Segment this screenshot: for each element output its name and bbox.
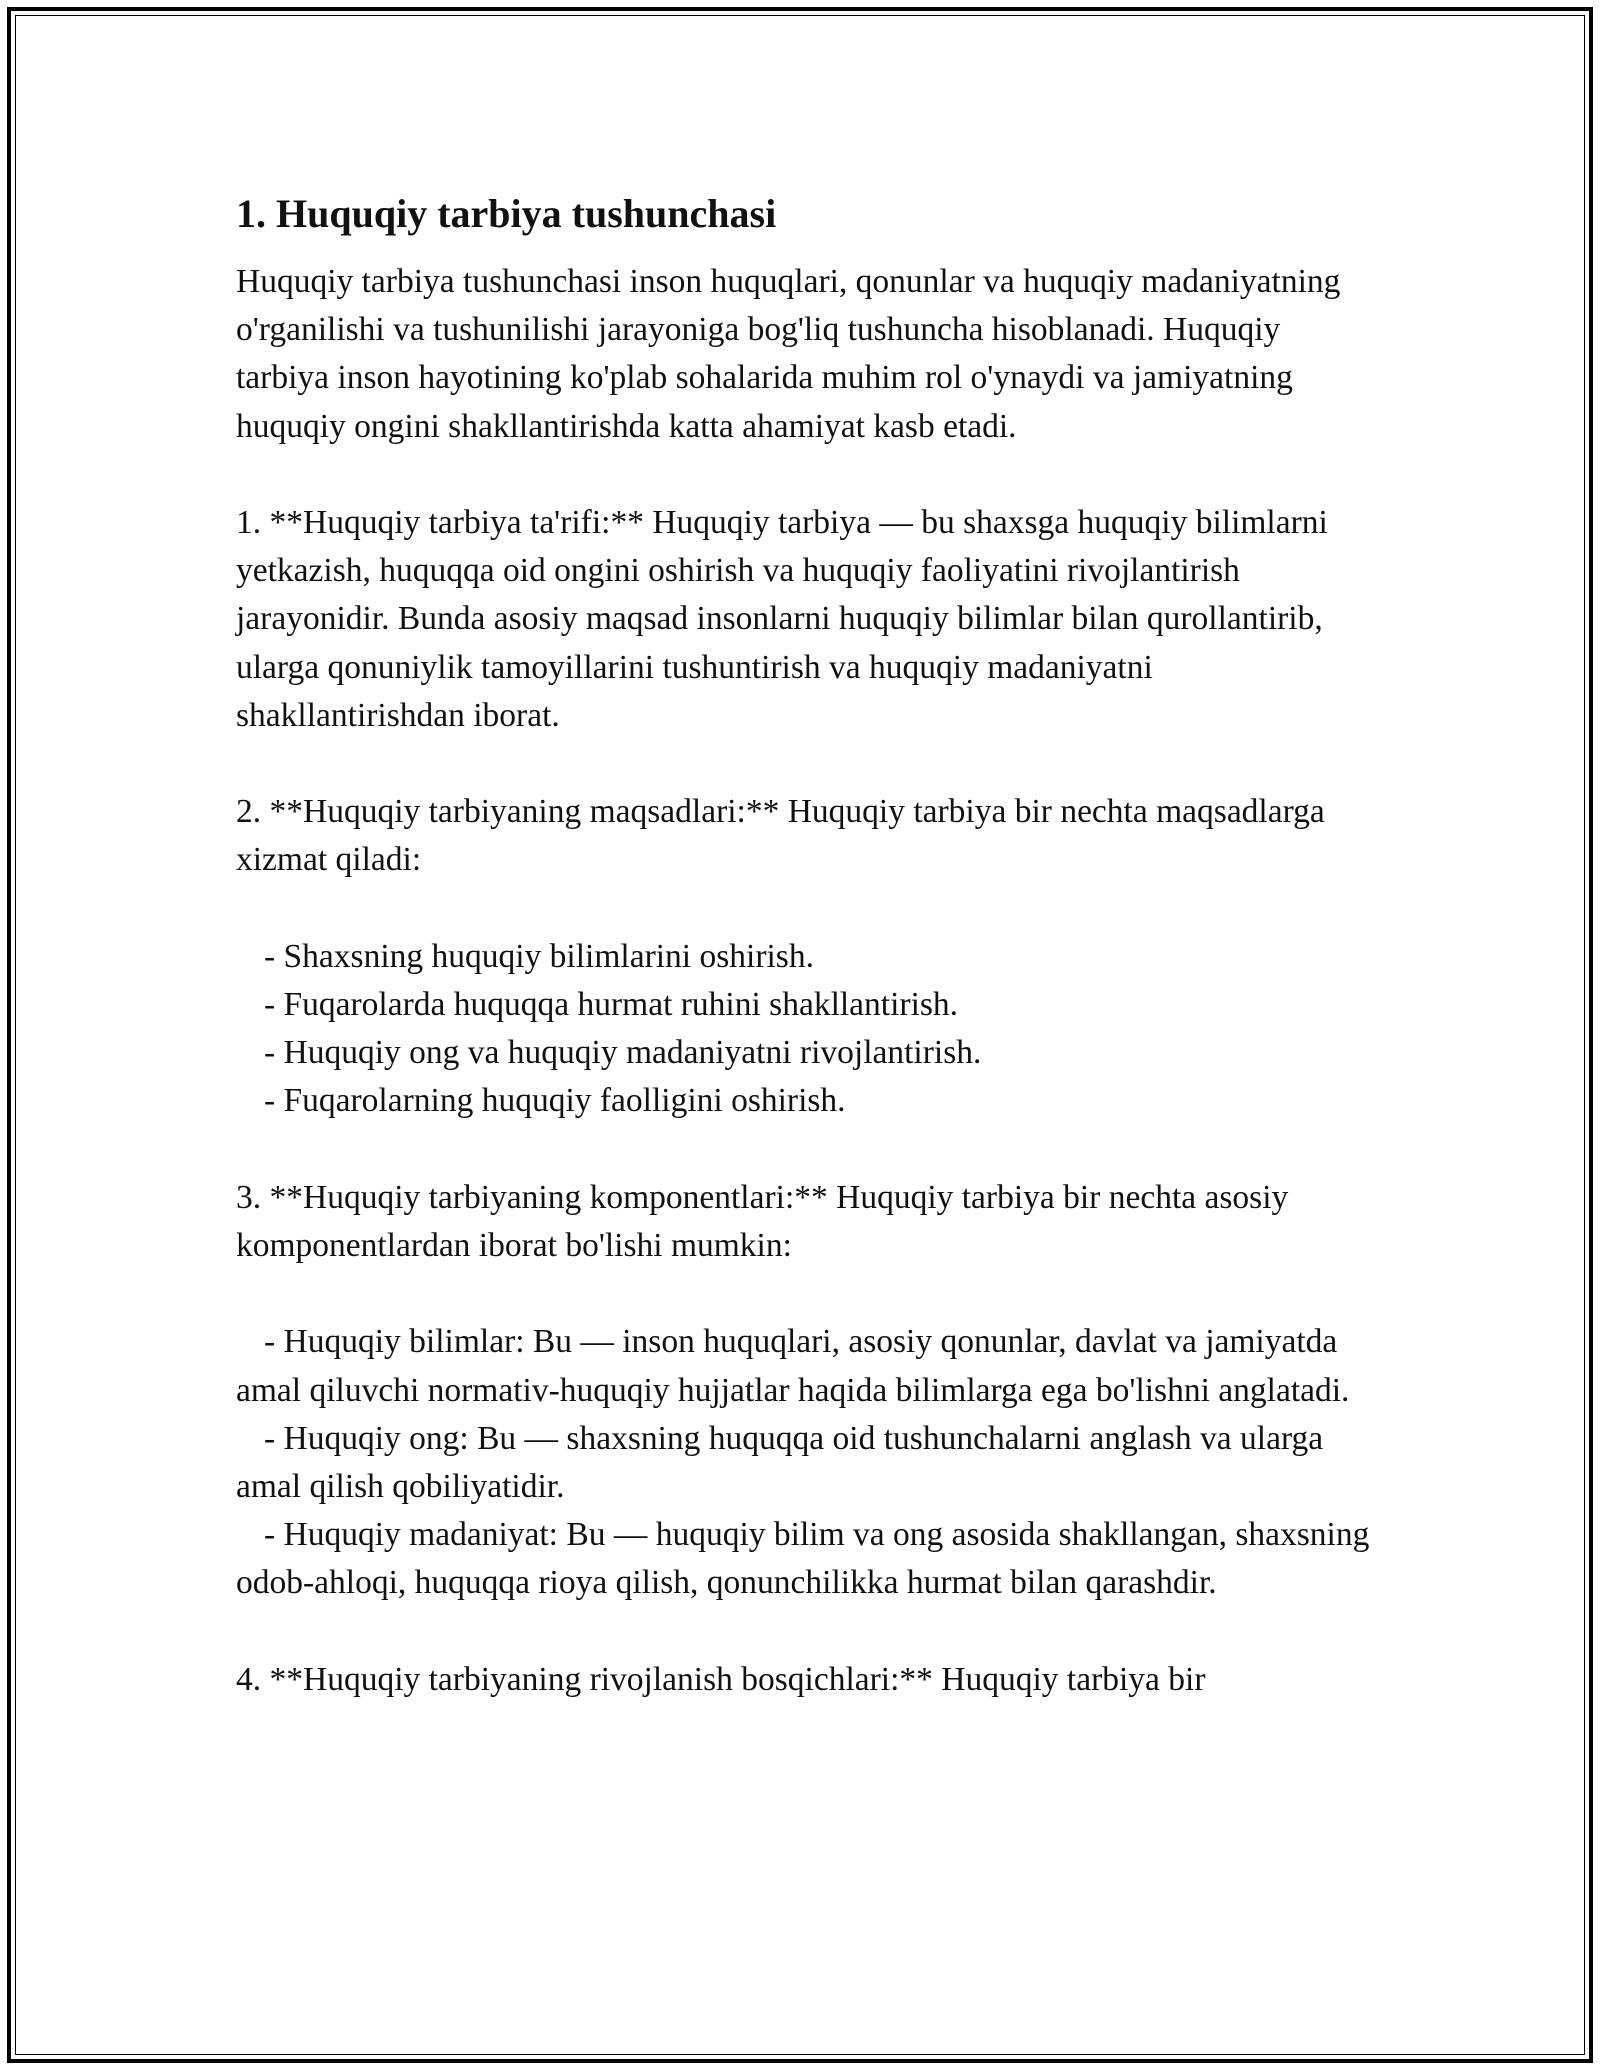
component-item: - Huquqiy madaniyat: Bu — huquqiy bilim va ong asosida shakllangan, shaxsning odob-ahloqi, huquqqa rioya qilish, qonunchilikka hurmat bilan qarashdir.	[236, 1516, 1370, 1602]
component-item: - Huquqiy bilimlar: Bu — inson huquqlari, asosiy qonunlar, davlat va jamiyatda amal qiluvchi normativ-huquqiy hujjatlar haqida bilimlarga ega bo'lishni anglatadi.	[236, 1323, 1350, 1409]
stages-paragraph: 4. **Huquqiy tarbiyaning rivojlanish bosqichlari:** Huquqiy tarbiya bir	[236, 1660, 1206, 1698]
document-body	[236, 188, 1376, 1704]
goal-item: - Fuqarolarda huquqqa hurmat ruhini shakllantirish.	[264, 986, 959, 1023]
goal-item: - Shaxsning huquqiy bilimlarini oshirish.	[264, 937, 814, 975]
goals-paragraph: 2. **Huquqiy tarbiyaning maqsadlari:** Huquqiy tarbiya bir nechta maqsadlarga xizmat qiladi:	[236, 793, 1325, 879]
definition-paragraph: 1. **Huquqiy tarbiya ta'rifi:** Huquqiy tarbiya — bu shaxsga huquqiy bilimlarni yetkazish, huquqqa oid ongini oshirish va huquqiy faoliyatini rivojlantirish jarayonidir. Bunda asosiy maqsad insonlarni huquqiy bilimlar bilan qurollantirib, ularga qonuniylik tamoyillarini tushuntirish va huquqiy madaniyatni shakllantirishdan iborat.	[236, 504, 1328, 734]
paragraph-spacer	[236, 1270, 1376, 1318]
paragraph-spacer	[236, 451, 1376, 499]
paragraph-spacer	[236, 1608, 1376, 1656]
goal-item: - Huquqiy ong va huquqiy madaniyatni rivojlantirish.	[264, 1034, 982, 1072]
paragraph-spacer	[236, 885, 1376, 933]
section-heading: 1. Huquqiy tarbiya tushunchasi	[236, 191, 777, 236]
components-paragraph: 3. **Huquqiy tarbiyaning komponentlari:** Huquqiy tarbiya bir nechta asosiy komponentlardan iborat bo'lishi mumkin:	[236, 1178, 1289, 1264]
paragraph-spacer	[236, 1126, 1376, 1174]
goal-item: - Fuqarolarning huquqiy faolligini oshirish.	[264, 1082, 846, 1120]
paragraph-spacer	[236, 740, 1376, 788]
component-item: - Huquqiy ong: Bu — shaxsning huquqqa oid tushunchalarni anglash va ularga amal qilish qobiliyatidir.	[236, 1419, 1324, 1505]
intro-paragraph: Huquqiy tarbiya tushunchasi inson huquqlari, qonunlar va huquqiy madaniyatning o'rganilishi va tushunilishi jarayoniga bog'liq tushuncha hisoblanadi. Huquqiy tarbiya inson hayotining ko'plab sohalarida muhim rol o'ynaydi va jamiyatning huquqiy ongini shakllantirishda katta ahamiyat kasb etadi.	[236, 263, 1341, 445]
